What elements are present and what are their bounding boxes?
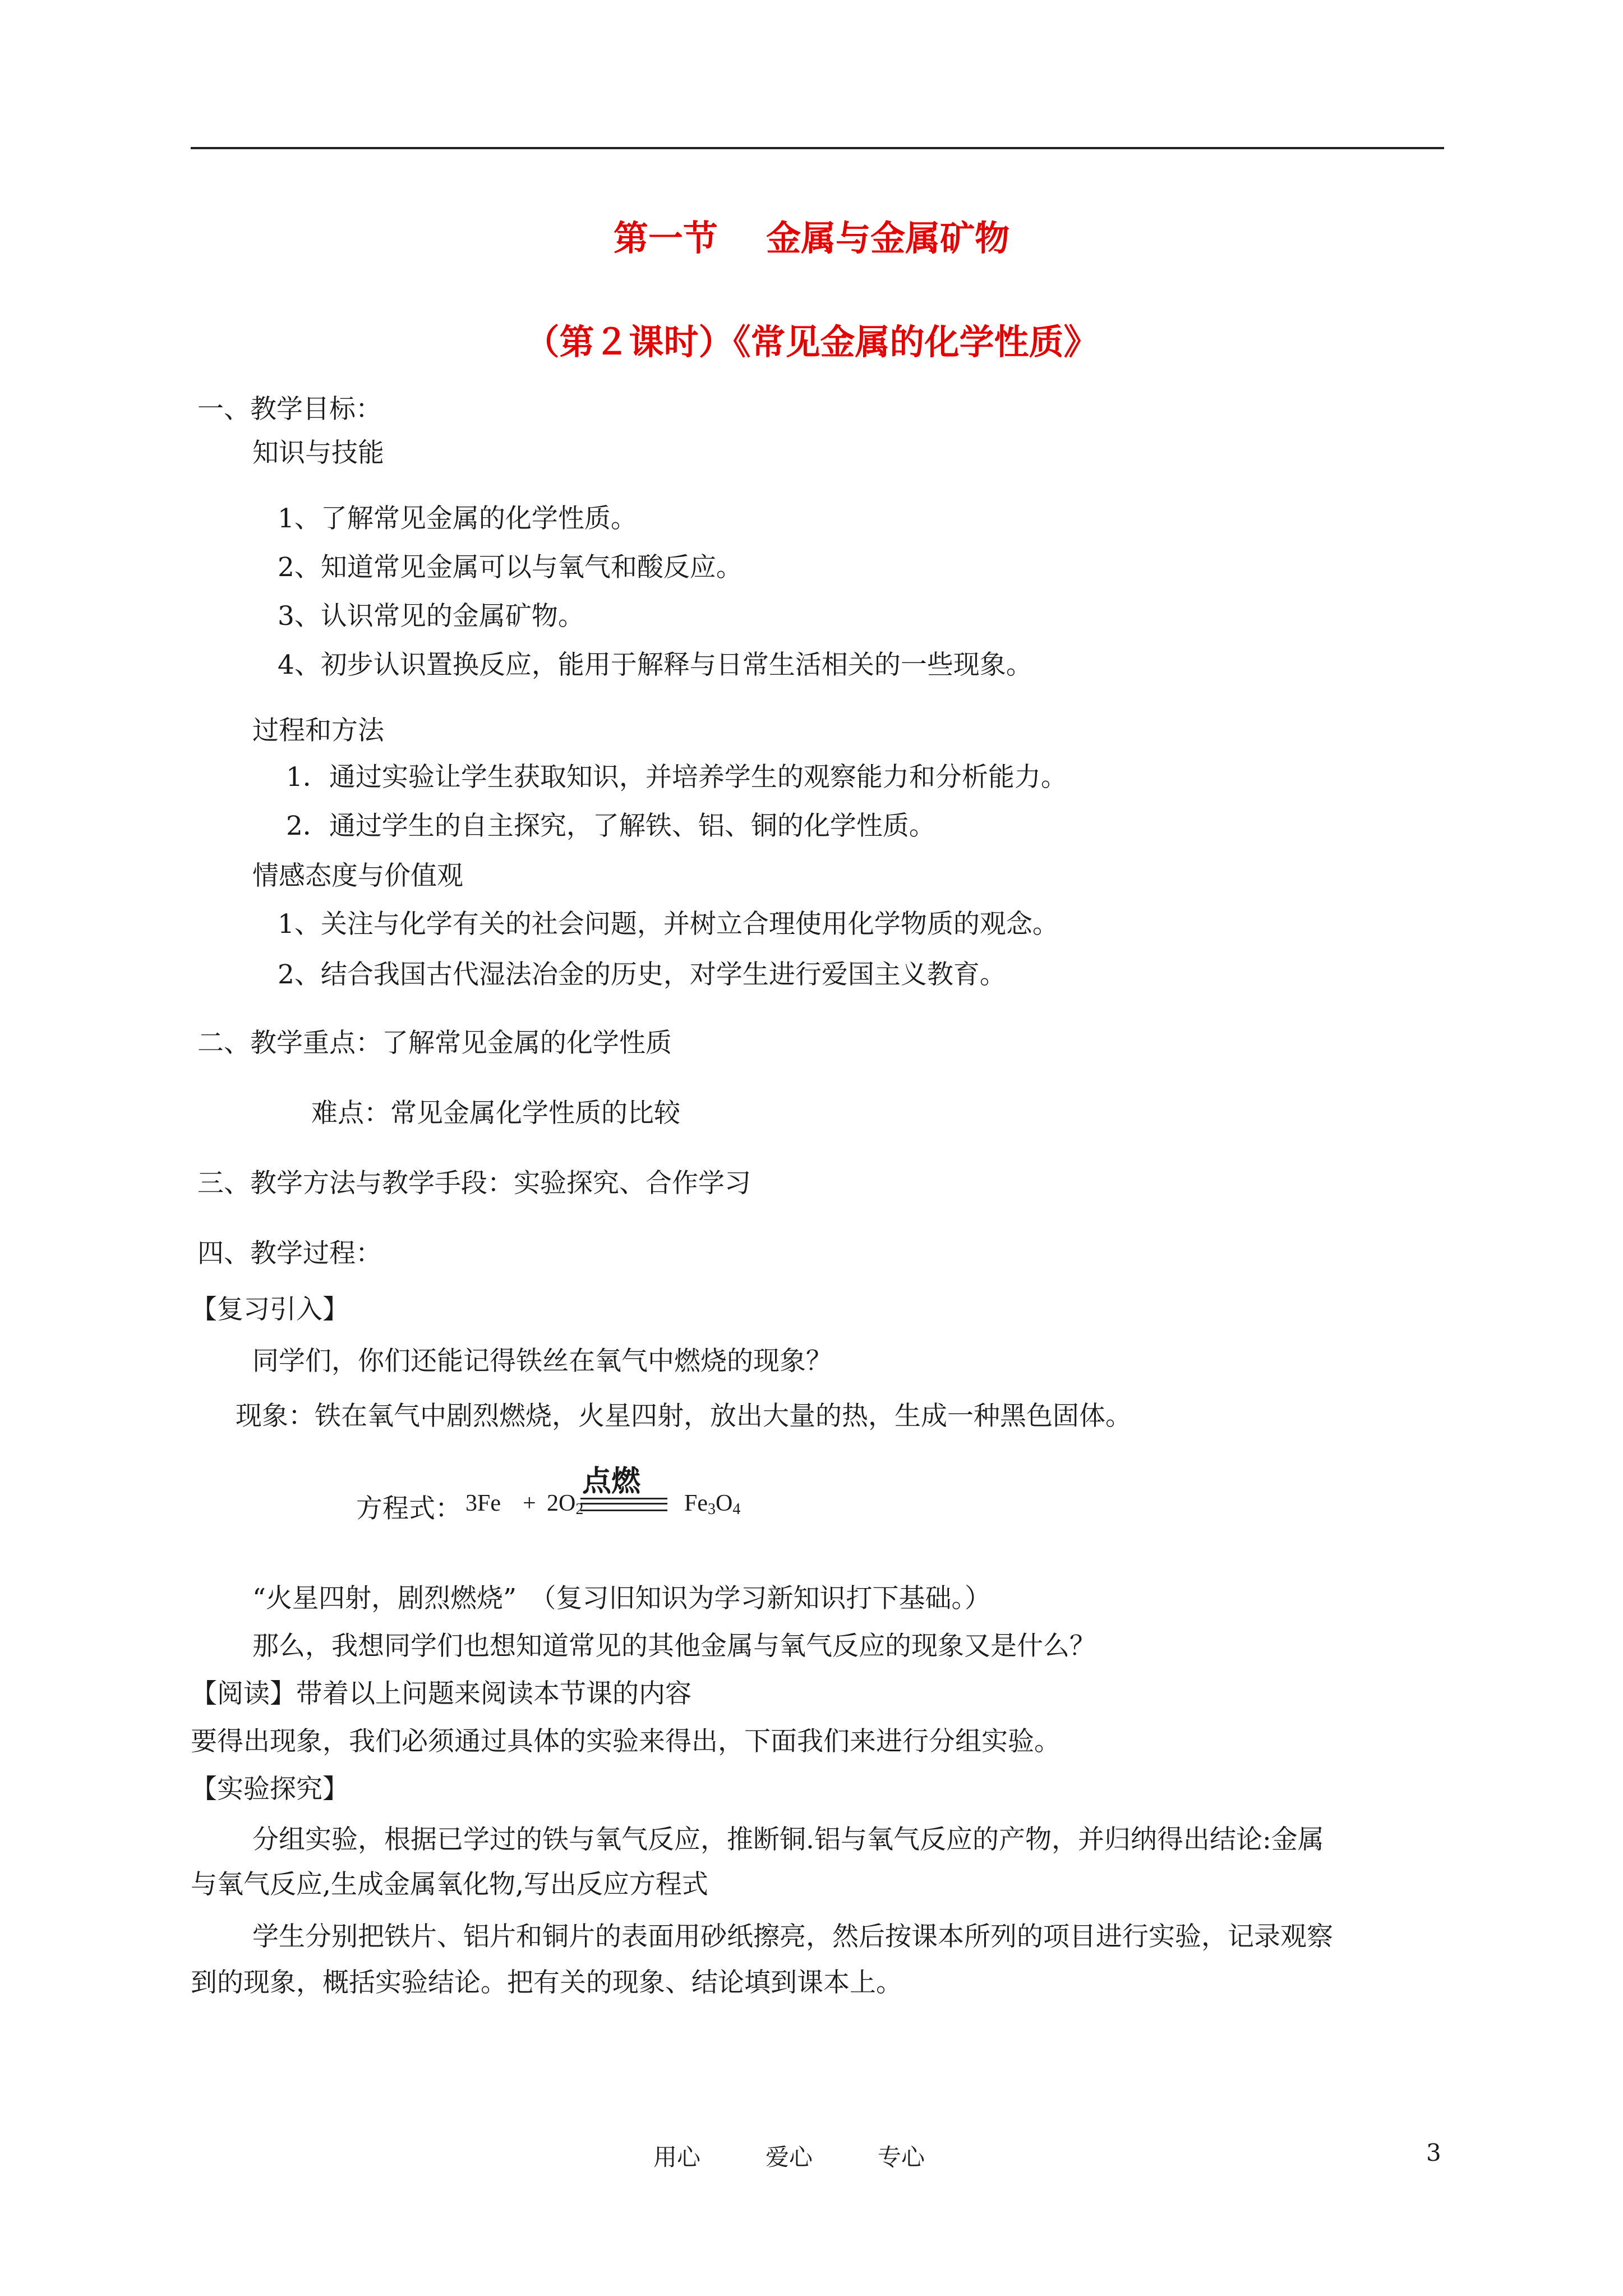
process-item-2: 2．通过学生的自主探究，了解铁、铝、铜的化学性质。 [286,811,935,841]
review-question: 同学们，你们还能记得铁丝在氧气中燃烧的现象？ [252,1346,832,1377]
reading-line: 【阅读】带着以上问题来阅读本节课的内容 [191,1678,691,1709]
attitude-heading: 情感态度与价值观 [252,861,463,891]
equation-label: 方程式： [356,1493,462,1524]
attitude-item-1: 1、关注与化学有关的社会问题，并树立合理使用化学物质的观念。 [278,909,1059,940]
plus-sign: + [523,1490,536,1516]
difficulty-line: 难点：常见金属化学性质的比较 [311,1098,680,1129]
experiment-paragraph-1-line-2: 与氧气反应,生成金属氧化物,写出反应方程式 [191,1869,708,1900]
footer-text-left: 用心 [653,2143,701,2171]
footer-text-right: 专心 [878,2143,925,2171]
experiment-paragraph-2-line-1: 学生分别把铁片、铝片和铜片的表面用砂纸擦亮，然后按课本所列的项目进行实验，记录观察 [252,1921,1333,1952]
transition-line: 要得出现象，我们必须通过具体的实验来得出，下面我们来进行分组实验。 [191,1726,1061,1757]
product-fe3o4: $Fe_3O_4$ [684,1490,741,1518]
chemical-equation [356,1458,805,1537]
quote-line: “火星四射，剧烈燃烧” （复习旧知识为学习新知识打下基础。） [252,1583,992,1614]
header-rule [191,147,1444,149]
experiment-paragraph-1-line-1: 分组实验，根据已学过的铁与氧气反应，推断铜.铝与氧气反应的产物，并归纳得出结论:金属 [252,1824,1324,1855]
knowledge-heading: 知识与技能 [252,438,384,468]
page-subtitle: （第２课时）《常见金属的化学性质》 [524,321,1099,362]
process-item-1: 1．通过实验让学生获取知识，并培养学生的观察能力和分析能力。 [286,762,1067,793]
section-2-heading: 二、教学重点：了解常见金属的化学性质 [197,1028,672,1059]
reactant-iron: 3Fe [465,1490,501,1516]
experiment-tag: 【实验探究】 [191,1774,349,1805]
section-3-heading: 三、教学方法与教学手段：实验探究、合作学习 [197,1168,751,1199]
footer-text-middle: 爱心 [766,2143,813,2171]
knowledge-item-4: 4、初步认识置换反应，能用于解释与日常生活相关的一些现象。 [278,650,1032,680]
page-number: 3 [1426,2139,1441,2166]
knowledge-item-2: 2、知道常见金属可以与氧气和酸反应。 [278,552,743,583]
equals-bars [580,1498,667,1511]
process-heading: 过程和方法 [252,715,384,746]
experiment-paragraph-2-line-2: 到的现象，概括实验结论。把有关的现象、结论填到课本上。 [191,1967,902,1998]
question-line: 那么，我想同学们也想知道常见的其他金属与氧气反应的现象又是什么？ [252,1631,1096,1662]
section-1-heading: 一、教学目标： [197,394,382,425]
reaction-condition: 点燃 [582,1465,641,1498]
phenomenon-line: 现象：铁在氧气中剧烈燃烧，火星四射，放出大量的热，生成一种黑色固体。 [236,1401,1132,1432]
section-4-heading: 四、教学过程： [197,1238,382,1269]
reactant-oxygen: $2O_2$ [547,1490,584,1518]
page-title: 第一节 金属与金属矿物 [613,218,1010,259]
review-tag: 【复习引入】 [191,1294,349,1325]
knowledge-item-1: 1、了解常见金属的化学性质。 [278,503,637,534]
knowledge-item-3: 3、认识常见的金属矿物。 [278,601,584,632]
attitude-item-2: 2、结合我国古代湿法冶金的历史，对学生进行爱国主义教育。 [278,959,1006,990]
